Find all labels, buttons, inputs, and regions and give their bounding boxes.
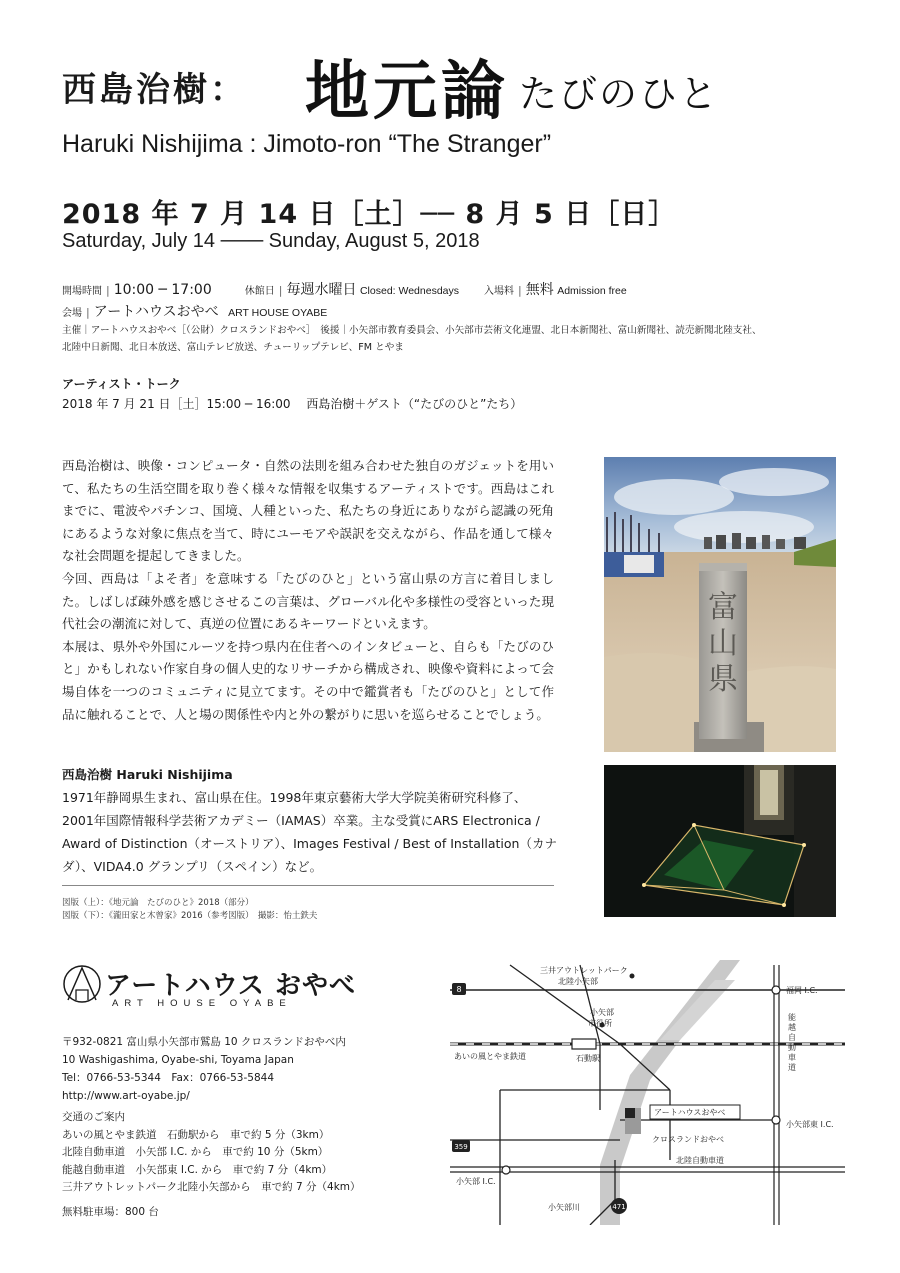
map-label-oyabe-ic: 小矢部 I.C. [456, 1177, 496, 1186]
talk-heading: アーティスト・トーク [62, 377, 181, 391]
address-line3: Tel：0766-53-5344 Fax：0766-53-5844 [62, 1072, 274, 1084]
map-label-noetsu: 道 [788, 1063, 796, 1072]
artist-heading: 西島治樹 Haruki Nishijima [62, 767, 233, 782]
venue-en: ART HOUSE OYABE [228, 307, 328, 319]
map-label-oyabe-east-ic: 小矢部東 I.C. [786, 1120, 834, 1129]
house-logo-icon [62, 962, 102, 1006]
title-handwritten [305, 40, 719, 132]
pillar-char-2: 山 [708, 626, 738, 661]
title-handwritten-sub: たびのひと [519, 72, 720, 116]
venue-label: 会場 [62, 308, 82, 319]
map-label-crossland: クロスランドおやべ [652, 1135, 724, 1144]
photo-installation-image [604, 765, 836, 917]
map-label-ainokaze: あいの風とやま鉄道 [454, 1052, 526, 1061]
address-block [62, 1033, 346, 1105]
access-heading: 交通のご案内 [62, 1111, 125, 1123]
description-paragraph-2: 今回、西島は「よそ者」を意味する「たびのひと」という富山県の方言に着目しました。しばしば疎外感を感じさせるこの言葉は、グローバル化や多様性の受容といった現代社会の潮流に対して、真逆の位置にあるキーワードといえます。 [62, 570, 554, 632]
map-label-noetsu: 自 [788, 1033, 796, 1042]
hours-label: 開場時間 [62, 286, 102, 297]
dates-japanese: 2018 年 7 月 14 日［土］── 8 月 5 日［日］ [62, 199, 677, 230]
map-route-471: 471 [612, 1203, 626, 1211]
map-label-noetsu: 動 [788, 1043, 796, 1052]
description-paragraph-3: 本展は、県外や外国にルーツを持つ県内在住者へのインタビューと、自らも「たびのひと」かもしれない作家自身の個人史的なリサーチから構成され、映像や資料によって会場自体を一つのコミュニティに見立てます。その中で鑑賞者も「たびのひと」として作品に触れることで、人と場の関係性や内と外の繋がりに思いを巡らせることでしょう。 [62, 638, 554, 722]
divider [62, 885, 554, 886]
description-text [62, 455, 554, 726]
access-item: 北陸自動車道 小矢部 I.C. から 車で約 10 分（5km） [62, 1146, 329, 1158]
map-label-outlet2: 北陸小矢部 [558, 977, 598, 986]
logo-name: アートハウス おやべ [105, 971, 356, 1001]
parking-info: 無料駐車場：800 台 [62, 1206, 159, 1218]
map-label-hokuriku-exp: 北陸自動車道 [676, 1156, 724, 1165]
map-route-359: 359 [454, 1143, 468, 1151]
title-artist-name: 西島治樹： [62, 70, 247, 110]
map-label-noetsu: 越 [788, 1023, 796, 1032]
photo-boundary-stone-image [604, 457, 836, 752]
access-item: 能越自動車道 小矢部東 I.C. から 車で約 7 分（4km） [62, 1163, 333, 1176]
map-label-isurugi: 石動駅 [576, 1054, 600, 1063]
closed-value: 毎週水曜日 [286, 282, 357, 298]
map-label-cityhall1: 小矢部 [590, 1008, 614, 1017]
photo-installation [604, 765, 836, 917]
access-map-svg [440, 960, 850, 1225]
info-hours-row: 開場時間 | 10:00 ─ 17:00 休館日 | 毎週水曜日 Closed: Wednesdays 入場料 | 無料 Admission free [62, 282, 627, 298]
map-label-outlet: 三井アウトレットパーク [540, 966, 628, 975]
venue-value: アートハウスおやべ [93, 304, 219, 320]
title-english: Haruki Nishijima : Jimoto-ron “The Stranger” [62, 130, 552, 158]
access-item: 三井アウトレットパーク北陸小矢部から 車で約 7 分（4km） [62, 1181, 361, 1193]
map-label-arthouse: アートハウスおやべ [654, 1108, 726, 1117]
admission-value: 無料 [525, 282, 554, 298]
caption-top: 図版（上）：《地元論 たびのひと》2018（部分） [62, 898, 254, 908]
caption-bottom: 図版（下）：《瀧田家と木曾家》2016（参考図版） 撮影：怡土鉄夫 [62, 911, 318, 921]
organizer-line2: 北陸中日新聞、北日本放送、富山テレビ放送、チューリップテレビ、FM とやま [62, 342, 404, 353]
map-label-fukuoka-ic: 福岡 I.C. [786, 986, 818, 995]
map-label-noetsu: 車 [788, 1053, 796, 1062]
pillar-char-3: 県 [708, 662, 738, 697]
map-label-noetsu: 能 [788, 1013, 796, 1022]
pillar-char-1: 富 [708, 590, 738, 625]
photo-boundary-stone [604, 457, 836, 752]
info-venue-row: 会場 | アートハウスおやべ ART HOUSE OYABE [62, 304, 328, 320]
map-label-cityhall2: 市役所 [588, 1019, 612, 1028]
address-url[interactable]: http://www.art-oyabe.jp/ [62, 1090, 190, 1102]
closed-en: Closed: Wednesdays [359, 285, 459, 297]
artist-bio: 1971年静岡県生まれ、富山県在住。1998年東京藝術大学大学院美術研究科修了、2001年国際情報科学芸術アカデミー（IAMAS）卒業。主な受賞にARS Electronica / Award of Distinction（オーストリア）、Images Festival / Best of Installation（カナダ）、VIDA4.0 グランプリ（スペイン）など。 [62, 790, 557, 874]
access-map [440, 960, 850, 1225]
closed-label: 休館日 [244, 286, 275, 297]
logo-sub: ART HOUSE OYABE [112, 998, 292, 1009]
logo-mark [62, 962, 102, 1010]
talk-detail: 2018 年 7 月 21 日［土］15:00 ─ 16:00 西島治樹＋ゲスト（“たびのひと”たち） [62, 397, 523, 411]
title-handwritten-main: 地元論 [305, 54, 509, 129]
access-item: あいの風とやま鉄道 石動駅から 車で約 5 分（3km） [62, 1128, 330, 1141]
map-route-8: 8 [456, 985, 462, 994]
hours-value: 10:00 ─ 17:00 [113, 282, 212, 298]
organizer-line1: 主催｜アートハウスおやべ［（公財）クロスランドおやべ］ 後援｜小矢部市教育委員会、小矢部市芸術文化連盟、北日本新聞社、富山新聞社、読売新聞北陸支社、 [62, 325, 762, 336]
admission-en: Admission free [557, 285, 627, 297]
image-captions [62, 897, 317, 923]
address-line1: 〒932-0821 富山県小矢部市鷲島 10 クロスランドおやべ内 [62, 1036, 346, 1048]
dates-english: Saturday, July 14 ─── Sunday, August 5, 2018 [62, 230, 480, 252]
description-paragraph-1: 西島治樹は、映像・コンピュータ・自然の法則を組み合わせた独自のガジェットを用いて、私たちの生活空間を取り巻く様々な情報を収集するアーティストです。西島はこれまでに、電波やパチンコ、国境、人種といった、私たちの身近にありながら認識の死角にあるような対象に焦点を当て、時にユーモアや誤訳を交えながら、作品を通して様々な社会問題を提起してきました。 [62, 458, 554, 564]
map-label-river: 小矢部川 [548, 1203, 580, 1212]
address-line2: 10 Washigashima, Oyabe-shi, Toyama Japan [62, 1054, 294, 1066]
admission-label: 入場料 [484, 286, 514, 297]
access-block [62, 1109, 361, 1197]
